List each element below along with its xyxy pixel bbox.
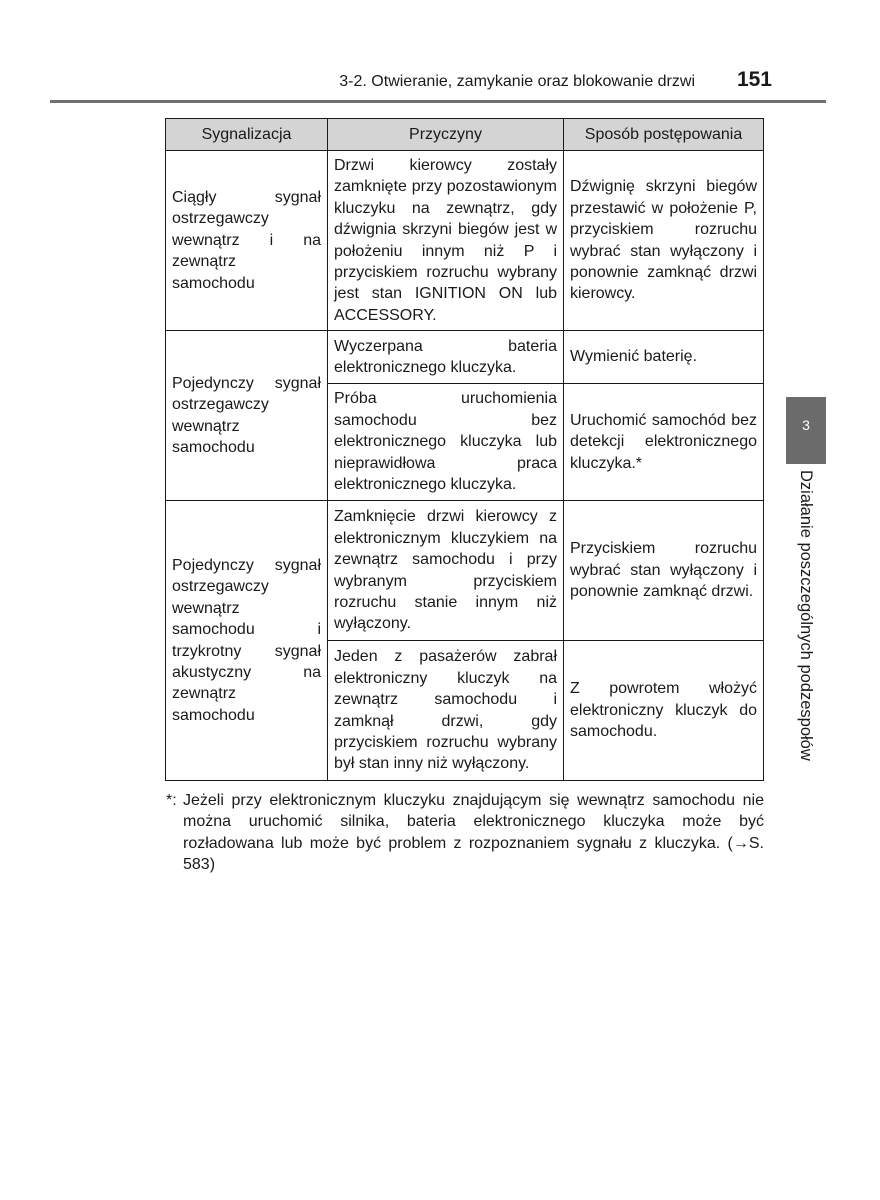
cause-cell: Wyczerpana bateria elektronicznego kluczyka. [328,331,564,384]
chapter-title: Działanie poszczególnych podzespołów [797,470,815,761]
action-cell: Przyciskiem rozruchu wybrać stan wyłączony i ponownie zamknąć drzwi. [564,501,764,641]
cause-cell: Jeden z pasażerów zabrał elektroniczny kluczyk na zewnątrz samochodu i zamknął drzwi, gdy przyciskiem rozruchu wybrany był stan inny niż wyłączony. [328,641,564,781]
chapter-tab [786,397,826,464]
table-row [166,151,764,331]
signal-cell: Pojedynczy sygnał ostrzegawczy wewnątrz samochodu i trzykrotny sygnał akustyczny na zewnątrz samochodu [166,501,328,781]
action-cell: Uruchomić samochód bez detekcji elektronicznego kluczyka.* [564,384,764,501]
signal-cell: Pojedynczy sygnał ostrzegawczy wewnątrz samochodu [166,331,328,501]
chapter-title-vertical [786,470,826,790]
warning-signals-table [165,118,764,781]
chapter-number: 3 [802,417,810,433]
page-number: 151 [736,68,772,91]
cause-cell: Zamknięcie drzwi kierowcy z elektronicznym kluczykiem na zewnątrz samochodu i przy wybranym przyciskiem rozruchu stanie innym niż wyłączony. [328,501,564,641]
action-cell: Wymienić baterię. [564,331,764,384]
signal-cell: Ciągły sygnał ostrzegawczy wewnątrz i na zewnątrz samochodu [166,151,328,331]
header-divider [50,100,826,103]
cause-cell: Drzwi kierowcy zostały zamknięte przy pozostawionym kluczyku na zewnątrz, gdy dźwignia skrzyni biegów jest w położeniu innym niż P i przyciskiem rozruchu wybrany jest stan IGNITION ON lub ACCESSORY. [328,151,564,331]
table-row [166,331,764,384]
footnote-marker: *: [166,792,177,809]
table-header-row [166,119,764,151]
section-title: 3-2. Otwieranie, zamykanie oraz blokowanie drzwi [339,73,695,90]
column-header-signal: Sygnalizacja [166,119,328,151]
column-header-action: Sposób postępowania [564,119,764,151]
action-cell: Z powrotem włożyć elektroniczny kluczyk do samochodu. [564,641,764,781]
table-row [166,501,764,641]
action-cell: Dźwignię skrzyni biegów przestawić w położenie P, przyciskiem rozruchu wybrać stan wyłączony i ponownie zamknąć drzwi kierowcy. [564,151,764,331]
cause-cell: Próba uruchomienia samochodu bez elektronicznego kluczyka lub nieprawidłowa praca elektronicznego kluczyka. [328,384,564,501]
footnote-text: Jeżeli przy elektronicznym kluczyku znajdującym się wewnątrz samochodu nie można uruchomić silnika, bateria elektronicznego kluczyka może być rozładowana lub może być problem z rozpoznaniem sygnału z kluczyka. (→S. 583) [183,792,764,874]
footnote [166,790,764,876]
column-header-cause: Przyczyny [328,119,564,151]
